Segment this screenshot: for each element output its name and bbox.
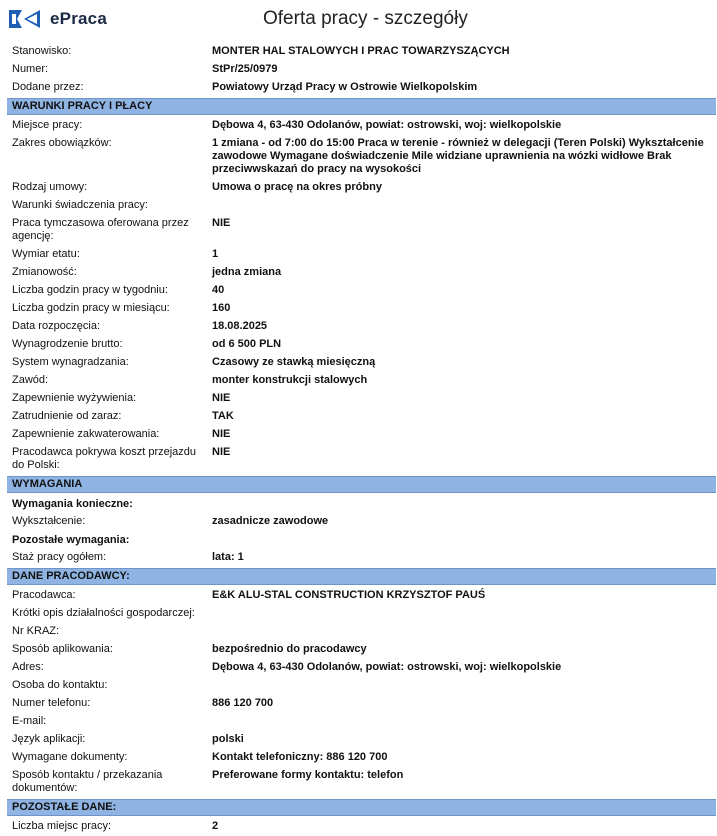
detail-value: NIE [212,217,231,229]
detail-label: Numer telefonu: [12,697,91,709]
detail-row [7,713,716,731]
detail-value [207,713,716,718]
detail-value: Preferowane formy kontaktu: telefon [212,769,404,781]
detail-row [7,246,716,264]
detail-label: Sposób aplikowania: [12,643,113,655]
detail-row [7,215,716,246]
detail-row [7,513,716,531]
section-pracodawca-header: DANE PRACODAWCY: [7,568,716,585]
detail-label: Zmianowość: [12,266,77,278]
detail-label: Wykształcenie: [12,515,86,527]
logo-text: ePraca [50,9,107,28]
detail-row [7,659,716,677]
other-requirements-rows [7,549,716,567]
detail-label: Zatrudnienie od zaraz: [12,410,122,422]
detail-value: 1 [212,248,219,260]
detail-value: Czasowy ze stawką miesięczną [212,356,376,368]
detail-row [7,282,716,300]
detail-label: Zawód: [12,374,49,386]
required-rows [7,513,716,531]
detail-row [7,300,716,318]
detail-label: Zapewnienie wyżywienia: [12,392,137,404]
detail-row [7,197,716,215]
section-pozostale-header: POZOSTAŁE DANE: [7,799,716,816]
detail-label: Liczba miejsc pracy: [12,820,112,832]
detail-row [7,623,716,641]
detail-value: lata: 1 [212,551,244,563]
detail-row [7,767,716,798]
detail-value: Dębowa 4, 63-430 Odolanów, powiat: ostrowski, woj: wielkopolskie [212,119,562,131]
detail-value: 40 [212,284,225,296]
detail-label: Krótki opis działalności gospodarczej: [12,607,195,619]
detail-value: E&K ALU-STAL CONSTRUCTION KRZYSZTOF PAUŚ [212,589,486,601]
detail-label: Numer: [12,63,49,75]
detail-row [7,79,716,97]
detail-row [7,749,716,767]
detail-value [207,197,716,202]
detail-label: Pracodawca: [12,589,76,601]
detail-value: NIE [212,428,231,440]
detail-row [7,587,716,605]
detail-row [7,731,716,749]
offer-details [7,43,716,836]
page-title: Oferta pracy - szczegóły [263,8,468,29]
detail-value: TAK [212,410,234,422]
detail-value: polski [212,733,244,745]
detail-label: Liczba godzin pracy w miesiącu: [12,302,170,314]
detail-value: bezpośrednio do pracodawcy [212,643,367,655]
detail-row [7,354,716,372]
detail-label: Dodane przez: [12,81,84,93]
detail-label: Wymiar etatu: [12,248,80,260]
detail-value: 160 [212,302,231,314]
detail-value: 2 [212,820,219,832]
detail-label: Wymagane dokumenty: [12,751,128,763]
detail-label: E-mail: [12,715,47,727]
detail-row [7,641,716,659]
detail-label: Nr KRAZ: [12,625,60,637]
detail-row [7,372,716,390]
detail-row [7,549,716,567]
detail-value: NIE [212,392,231,404]
detail-row [7,605,716,623]
detail-value [207,605,716,610]
detail-value: MONTER HAL STALOWYCH I PRAC TOWARZYSZĄCYCH [212,45,510,57]
detail-label: Sposób kontaktu / przekazania dokumentów: [12,769,163,794]
detail-row [7,390,716,408]
detail-value: jedna zmiana [212,266,282,278]
header [0,0,717,40]
detail-row [7,179,716,197]
section-pracodawca-rows [7,587,716,798]
detail-row [7,444,716,475]
detail-row [7,135,716,179]
section-wymagania-header: WYMAGANIA [7,476,716,493]
detail-label: Rodzaj umowy: [12,181,88,193]
section-warunki-rows [7,117,716,475]
detail-row [7,695,716,713]
detail-value [207,677,716,682]
detail-value [207,623,716,628]
detail-row [7,318,716,336]
detail-row [7,408,716,426]
detail-row [7,43,716,61]
detail-row [7,818,716,836]
detail-label: Osoba do kontaktu: [12,679,108,691]
detail-label: Zapewnienie zakwaterowania: [12,428,160,440]
detail-row [7,677,716,695]
detail-value: monter konstrukcji stalowych [212,374,368,386]
detail-label: Wynagrodzenie brutto: [12,338,123,350]
detail-value: NIE [212,446,231,458]
other-requirements-subheading: Pozostałe wymagania: [12,534,130,546]
detail-row [7,117,716,135]
detail-label: Staż pracy ogółem: [12,551,107,563]
section-warunki-header: WARUNKI PRACY I PŁACY [7,98,716,115]
detail-row [7,426,716,444]
detail-row [7,336,716,354]
detail-label: Język aplikacji: [12,733,86,745]
detail-value: 886 120 700 [212,697,274,709]
detail-label: Adres: [12,661,44,673]
detail-value: zasadnicze zawodowe [212,515,329,527]
epraca-logo[interactable] [6,6,107,32]
detail-row [7,264,716,282]
detail-value: Umowa o pracę na okres próbny [212,181,382,193]
detail-label: Pracodawca pokrywa koszt przejazdu do Polski: [12,446,197,471]
detail-value: od 6 500 PLN [212,338,282,350]
detail-value: StPr/25/0979 [212,63,278,75]
detail-label: Stanowisko: [12,45,72,57]
detail-label: Warunki świadczenia pracy: [12,199,148,211]
detail-value: Kontakt telefoniczny: 886 120 700 [212,751,388,763]
detail-value: Dębowa 4, 63-430 Odolanów, powiat: ostrowski, woj: wielkopolskie [212,661,562,673]
detail-value: 18.08.2025 [212,320,268,332]
detail-value: 1 zmiana - od 7:00 do 15:00 Praca w terenie - również w delegacji (Teren Polski) Wykształcenie zawodowe Wymagane doświadczenie Mile widziane uprawnienia na wózki widłowe Brak przeciwwskazań do pracy na wysokości [212,137,704,175]
required-subheading: Wymagania konieczne: [12,498,133,510]
detail-row [7,61,716,79]
detail-label: System wynagradzania: [12,356,129,368]
detail-label: Data rozpoczęcia: [12,320,101,332]
detail-value: Powiatowy Urząd Pracy w Ostrowie Wielkopolskim [212,81,478,93]
epraca-logo-icon [6,7,46,31]
detail-label: Praca tymczasowa oferowana przez agencję: [12,217,189,242]
detail-label: Liczba godzin pracy w tygodniu: [12,284,168,296]
detail-label: Zakres obowiązków: [12,137,112,149]
detail-label: Miejsce pracy: [12,119,83,131]
intro-rows [7,43,716,97]
section-pozostale-rows [7,818,716,836]
